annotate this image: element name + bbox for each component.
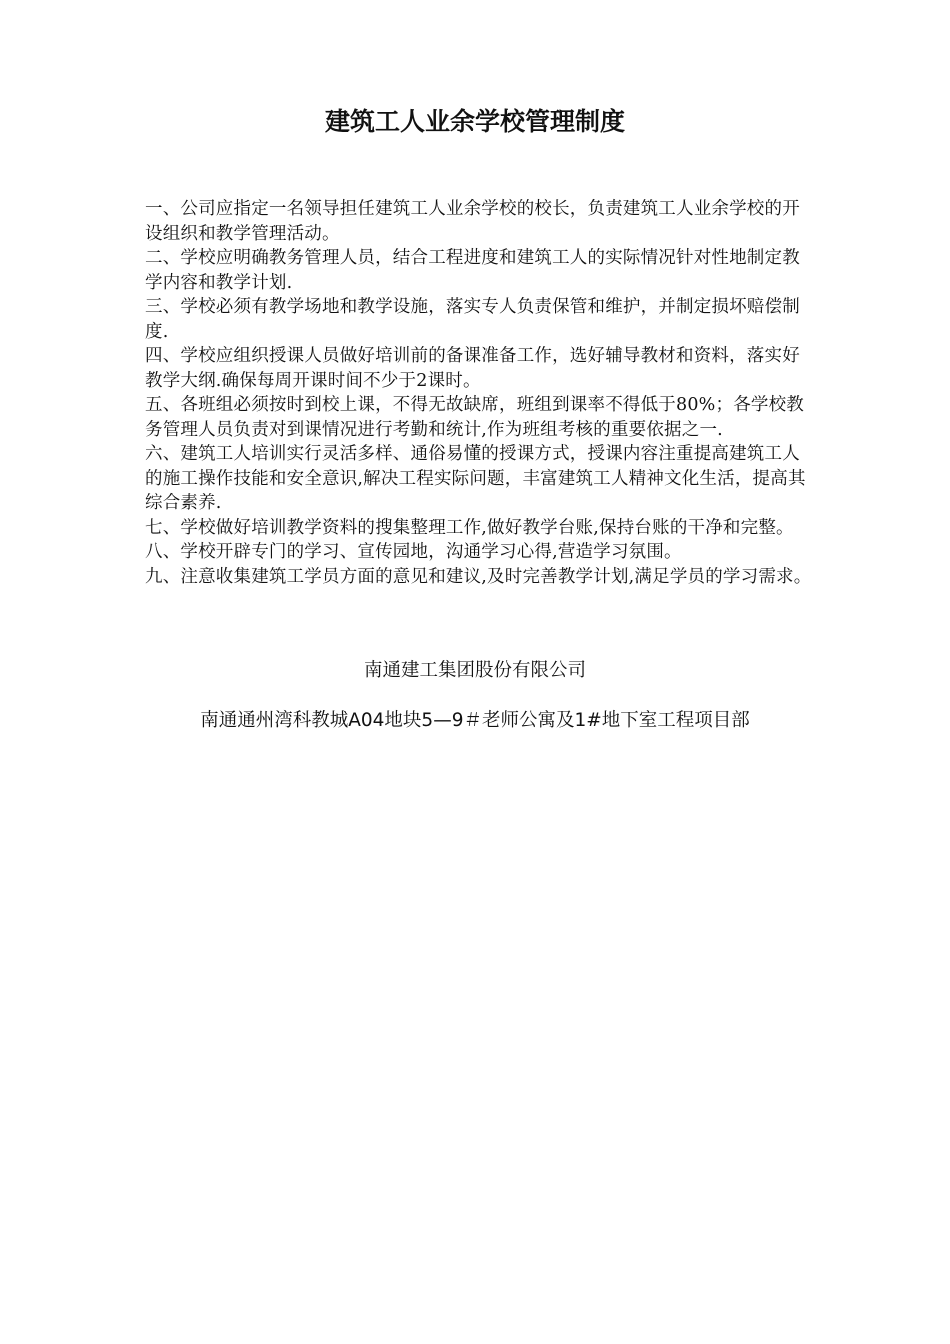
clause-6: 六、建筑工人培训实行灵活多样、通俗易懂的授课方式，授课内容注重提高建筑工人的施工操作技能和安全意识,解决工程实际问题，丰富建筑工人精神文化生活，提高其综合素养. [145,444,806,513]
document-title: 建筑工人业余学校管理制度 [324,107,625,136]
clause-9: 九、注意收集建筑工学员方面的意见和建议,及时完善教学计划,满足学员的学习需求。 [145,566,812,587]
clause-1: 一、公司应指定一名领导担任建筑工人业余学校的校长，负责建筑工人业余学校的开设组织和教学管理活动。 [145,199,800,244]
clause-3: 三、学校必须有教学场地和教学设施，落实专人负责保管和维护，并制定损坏赔偿制度. [145,297,800,342]
clause-4: 四、学校应组织授课人员做好培训前的备课准备工作，选好辅导教材和资料，落实好教学大纲.确保每周开课时间不少于2课时。 [145,346,800,391]
company-name: 南通建工集团股份有限公司 [363,660,586,681]
clause-5: 五、各班组必须按时到校上课，不得无故缺席，班组到课率不得低于80%；各学校教务管理人员负责对到课情况进行考勤和统计,作为班组考核的重要依据之一. [145,395,804,440]
regulation-body [145,197,815,589]
project-department: 南通通州湾科教城A04地块5—9＃老师公寓及1#地下室工程项目部 [200,710,750,731]
clause-2: 二、学校应明确教务管理人员，结合工程进度和建筑工人的实际情况针对性地制定教学内容和教学计划. [145,248,800,293]
clause-8: 八、学校开辟专门的学习、宣传园地，沟通学习心得,营造学习氛围。 [145,542,682,562]
clause-7: 七、学校做好培训教学资料的搜集整理工作,做好教学台账,保持台账的干净和完整。 [145,517,794,538]
